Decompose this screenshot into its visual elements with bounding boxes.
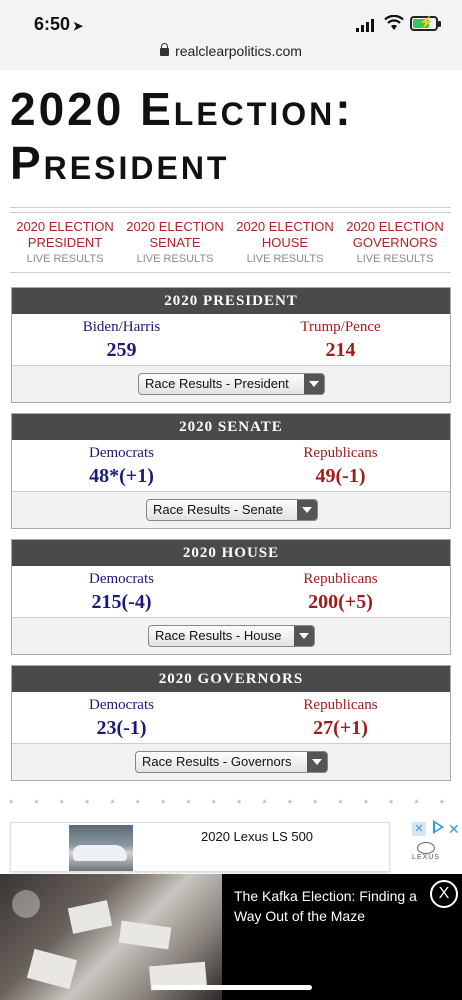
party-name: Republicans: [303, 445, 378, 461]
box-header: 2020 GOVERNORS: [12, 666, 450, 692]
nav-sublabel: LIVE RESULTS: [246, 253, 324, 265]
ad-dismiss-icon[interactable]: ✕: [448, 821, 460, 837]
nav-sublabel: LIVE RESULTS: [356, 253, 434, 265]
close-video-button[interactable]: X: [430, 880, 458, 908]
status-bar: [0, 0, 462, 70]
dropdown-arrow-icon: [297, 500, 317, 520]
party-name: Republicans: [303, 571, 378, 587]
nav-sublabel: LIVE RESULTS: [26, 253, 104, 265]
nav-president[interactable]: [10, 219, 120, 267]
race-results-select[interactable]: [148, 625, 315, 647]
dropdown-arrow-icon: [304, 374, 324, 394]
nav-label: HOUSE: [261, 235, 309, 250]
rep-column: [231, 314, 450, 365]
location-arrow-icon: ➤: [73, 19, 84, 33]
candidate-name: Trump/Pence: [300, 319, 381, 335]
ad-car-image: [69, 825, 133, 871]
results-row: [12, 440, 450, 492]
box-header: 2020 SENATE: [12, 414, 450, 440]
seat-count: 49(-1): [315, 465, 366, 487]
lexus-wordmark: LEXUS: [412, 854, 440, 861]
nav-divider-bottom: [10, 272, 451, 273]
select-row: [12, 744, 450, 780]
nav-label: 2020 ELECTION: [126, 219, 224, 234]
page-title: 2020 Election: President: [10, 83, 354, 189]
race-results-select[interactable]: [138, 373, 325, 395]
seat-count: 23(-1): [96, 717, 147, 739]
select-value: Race Results - Senate: [153, 502, 284, 517]
nav-divider-top-2: [10, 212, 451, 213]
dropdown-arrow-icon: [307, 752, 327, 772]
select-value: Race Results - Governors: [142, 754, 292, 769]
house-results-box: [11, 539, 451, 655]
dem-column: [12, 440, 231, 491]
dropdown-arrow-icon: [294, 626, 314, 646]
party-name: Democrats: [89, 445, 154, 461]
party-name: Republicans: [303, 697, 378, 713]
lexus-banner-ad[interactable]: [10, 822, 390, 872]
nav-governors[interactable]: [340, 219, 450, 267]
dotted-divider: * * * * * * * * * * * * * * * * * *: [8, 798, 453, 810]
ad-headline: 2020 Lexus LS 500: [201, 829, 314, 844]
select-row: [12, 492, 450, 528]
nav-senate[interactable]: [120, 219, 230, 267]
seat-count: 27(+1): [313, 717, 368, 739]
pause-icon[interactable]: [12, 890, 40, 918]
race-results-select[interactable]: [135, 751, 328, 773]
video-title: The Kafka Election: Finding a Way Out of the Maze: [234, 888, 417, 924]
lock-icon: [160, 48, 169, 56]
ad-close-icon[interactable]: ✕: [412, 822, 426, 836]
rep-column: [231, 692, 450, 743]
nav-label: SENATE: [149, 235, 201, 250]
results-row: [12, 692, 450, 744]
race-results-select[interactable]: [146, 499, 318, 521]
rep-column: [231, 440, 450, 491]
party-name: Democrats: [89, 697, 154, 713]
electoral-votes: 259: [106, 339, 137, 361]
lexus-emblem-icon: [417, 842, 435, 854]
nav-label: GOVERNORS: [352, 235, 438, 250]
results-row: [12, 566, 450, 618]
nav-label: 2020 ELECTION: [16, 219, 114, 234]
adchoices-icon[interactable]: [433, 820, 444, 834]
dem-column: [12, 692, 231, 743]
wifi-icon: [384, 15, 404, 31]
nav-label: 2020 ELECTION: [236, 219, 334, 234]
url-text: realclearpolitics.com: [175, 43, 302, 59]
nav-label: 2020 ELECTION: [346, 219, 444, 234]
seat-count: 48*(+1): [89, 465, 154, 487]
home-indicator[interactable]: [152, 985, 312, 990]
results-row: [12, 314, 450, 366]
governors-results-box: [11, 665, 451, 781]
video-ad[interactable]: [0, 874, 462, 1000]
nav-house[interactable]: [230, 219, 340, 267]
seat-count: 200(+5): [308, 591, 373, 613]
clock: 6:50 ➤: [34, 14, 84, 34]
video-thumbnail: [0, 874, 222, 1000]
lexus-logo: [408, 842, 444, 861]
select-row: [12, 366, 450, 402]
dem-column: [12, 314, 231, 365]
rep-column: [231, 566, 450, 617]
select-value: Race Results - President: [145, 376, 289, 391]
box-header: 2020 PRESIDENT: [12, 288, 450, 314]
election-nav: [10, 219, 451, 267]
address-bar[interactable]: [0, 43, 462, 59]
battery-icon: ⚡: [410, 16, 438, 31]
seat-count: 215(-4): [91, 591, 152, 613]
party-name: Democrats: [89, 571, 154, 587]
nav-label: PRESIDENT: [27, 235, 103, 250]
box-header: 2020 HOUSE: [12, 540, 450, 566]
cell-signal-icon: [356, 19, 376, 32]
nav-sublabel: LIVE RESULTS: [136, 253, 214, 265]
select-row: [12, 618, 450, 654]
candidate-name: Biden/Harris: [82, 319, 161, 335]
select-value: Race Results - House: [155, 628, 282, 643]
senate-results-box: [11, 413, 451, 529]
president-results-box: [11, 287, 451, 403]
dem-column: [12, 566, 231, 617]
electoral-votes: 214: [325, 339, 356, 361]
nav-divider-top: [10, 207, 451, 208]
